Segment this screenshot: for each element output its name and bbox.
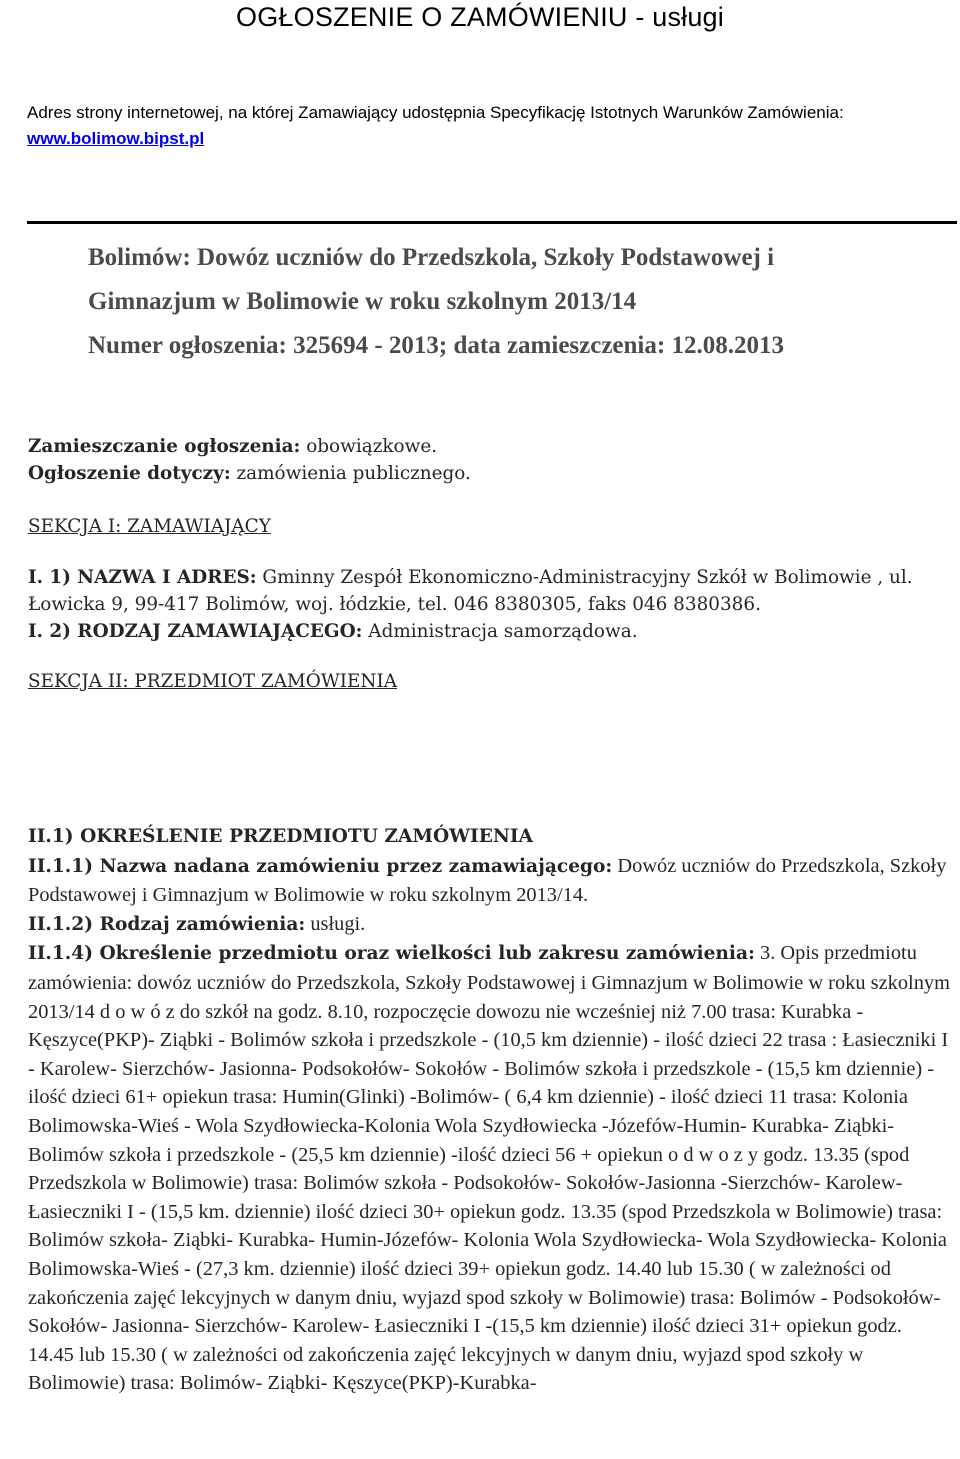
concerns-row	[28, 461, 946, 488]
siwz-link[interactable]: www.bolimow.bipst.pl	[27, 129, 205, 148]
section-2-name-value: Dowóz uczniów do Przedszkola, Szkoły Podstawowej i Gimnazjum w Bolimowie w roku szkolnym 2013/14.	[28, 854, 947, 907]
section-1-name-value: Gminny Zespół Ekonomiczno-Administracyjny Szkół w Bolimowie , ul. Łowicka 9, 99-417 Bolimów, woj. łódzkie, tel. 046 8380305, faks 046 8380386.	[28, 567, 913, 615]
section-2-desc-row	[28, 939, 950, 1398]
section-2-kind-row	[28, 910, 950, 940]
section-1-name-row	[28, 565, 946, 618]
notice-body	[28, 434, 946, 713]
header-line-3: Numer ogłoszenia: 325694 - 2013; data zamieszczenia: 12.08.2013	[88, 332, 784, 359]
section-2-heading: SEKCJA II: PRZEDMIOT ZAMÓWIENIA	[28, 671, 398, 693]
siwz-info	[27, 100, 937, 152]
section-2-name-row	[28, 852, 950, 910]
concerns-label: Ogłoszenie dotyczy:	[28, 462, 231, 484]
section-2-kind-value: usługi.	[305, 912, 366, 935]
section-2-content	[28, 823, 950, 1398]
section-2-kind-label: II.1.2) Rodzaj zamówienia:	[28, 913, 306, 935]
placement-value: obowiązkowe.	[300, 436, 438, 457]
header-line-2: Gimnazjum w Bolimowie w roku szkolnym 2013/14	[88, 288, 637, 315]
section-1-name-label: I. 1) NAZWA I ADRES:	[28, 567, 257, 589]
section-1-heading: SEKCJA I: ZAMAWIAJĄCY	[28, 516, 271, 538]
section-2-name-label: II.1.1) Nazwa nadana zamówieniu przez zamawiającego:	[28, 855, 613, 877]
document-title: OGŁOSZENIE O ZAMÓWIENIU - usługi	[236, 2, 724, 32]
horizontal-divider	[27, 221, 957, 224]
section-2-desc-value: 3. Opis przedmiotu zamówienia: dowóz uczniów do Przedszkola, Szkoły Podstawowej i Gimnazjum w Bolimowie w roku szkolnym 2013/14 d o w ó z do szkół na godz. 8.10, rozpoczęcie dowozu nie wcześniej niż 7.00 trasa: Kurabka - Kęszyce(PKP)- Ziąbki - Bolimów szkoła i przedszkole - (10,5 km dziennie) - ilość dzieci 22 trasa : Łasieczniki I - Karolew- Sierzchów- Jasionna- Podsokołów- Sokołów - Bolimów szkoła i przedszkole - (15,5 km dziennie) - ilość dzieci 61+ opiekun trasa: Humin(Glinki) -Bolimów- ( 6,4 km dziennie) - ilość dzieci 11 trasa: Kolonia Bolimowska-Wieś - Wola Szydłowiecka-Kolonia Wola Szydłowiecka -Józefów-Humin- Kurabka- Ziąbki- Bolimów szkoła i przedszkole - (25,5 km dziennie) -ilość dzieci 56 + opiekun o d w o z y godz. 13.35 (spod Przedszkola w Bolimowie) trasa: Bolimów szkoła - Podsokołów- Sokołów-Jasionna -Sierzchów- Karolew- Łasieczniki I - (15,5 km. dziennie) ilość dzieci 30+ opiekun godz. 13.35 (spod Przedszkola w Bolimowie) trasa: Bolimów szkoła- Ziąbki- Kurabka- Humin-Józefów- Kolonia Wola Szydłowiecka- Wola Szydłowiecka- Kolonia Bolimowska-Wieś - (27,3 km. dziennie) ilość dzieci 39+ opiekun godz. 14.40 lub 15.30 ( w zależności od zakończenia zajęć lekcyjnych w danym dniu, wyjazd spod szkoły w Bolimowie) trasa: Bolimów - Podsokołów- Sokołów- Jasionna- Sierzchów- Karolew- Łasieczniki I -(15,5 km dziennie) ilość dzieci 31+ opiekun godz. 14.45 lub 15.30 ( w zależności od zakończenia zajęć lekcyjnych w danym dniu, wyjazd spod szkoły w Bolimowie) trasa: Bolimów- Ziąbki- Kęszyce(PKP)-Kurabka-	[28, 942, 950, 1395]
section-1-type-label: I. 2) RODZAJ ZAMAWIAJĄCEGO:	[28, 620, 363, 642]
notice-header	[88, 236, 784, 368]
placement-row	[28, 434, 946, 461]
placement-label: Zamieszczanie ogłoszenia:	[28, 436, 301, 457]
header-line-1: Bolimów: Dowóz uczniów do Przedszkola, Szkoły Podstawowej i	[88, 244, 775, 271]
section-2-desc-label: II.1.4) Określenie przedmiotu oraz wielkości lub zakresu zamówienia:	[28, 943, 755, 965]
section-1-type-value: Administracja samorządowa.	[362, 620, 638, 642]
section-2-subheading: II.1) OKREŚLENIE PRZEDMIOTU ZAMÓWIENIA	[28, 826, 534, 847]
section-1-type-row	[28, 619, 946, 646]
siwz-text: Adres strony internetowej, na której Zamawiający udostępnia Specyfikację Istotnych Warunków Zamówienia:	[27, 103, 844, 122]
concerns-value: zamówienia publicznego.	[230, 462, 471, 484]
